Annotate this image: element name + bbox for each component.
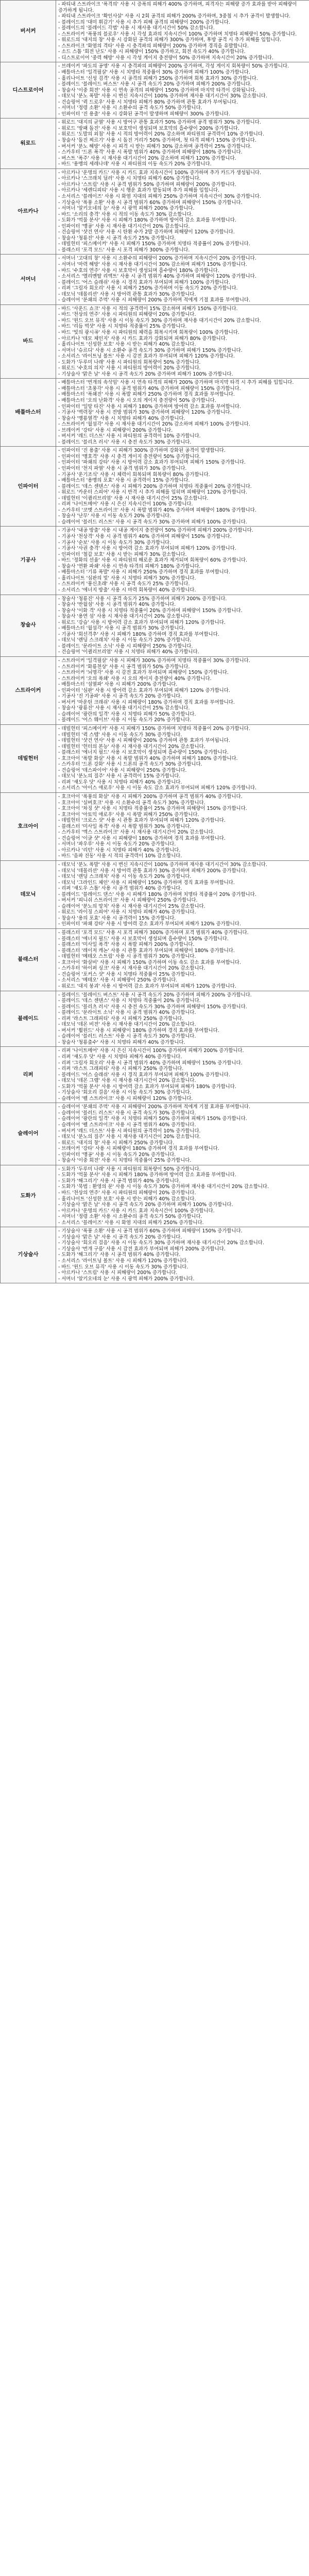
class-description-cell [56,1103,309,1165]
description-line: - 리퍼 '그림자 회오리' 사용 시 피해가 250% 증가하며 이동 속도가 20% 증가합니다. [58,285,238,292]
description-line: - 바드 '수호의 연주' 사용 시 보호막이 생성되며 흡수량이 180% 증가합니다. [58,267,219,274]
description-line: - 소서리스 '라이트닝 볼트' 사용 시 감전 효과가 부여되며 피해가 120% 증가합니다. [58,353,235,360]
description-line: - 파티내 스트라이크 '확인사살' 사용 시 2회 공격의 피해가 200% 증가하며, 3중첩 시 추가 공격이 발생합니다. [58,13,291,20]
description-line: - 슬레이어 '블러드 러스트' 사용 시 공격 속도가 30% 증가하며 피해가 100% 증가합니다. [58,519,247,525]
description-line: - 배틀마스터 '기류 폭발' 사용 시 피해가 250% 증가하며 경직 효과를 부여합니다. [58,569,230,575]
description-line: - 건슬링어 '퀵 드로우' 사용 시 치명타 피해가 80% 증가하며 관통 효과가 부여됩니다. [58,99,238,105]
description-line: - 바드 '빛의 광시곡' 사용 시 파티원의 체력을 회복시키며 회복량이 100% 증가합니다. [58,329,239,335]
description-line: - 아르카나 '세렌디피티' 사용 시 행운 효과가 발동되며 추가 피해를 입힙니다. [58,188,220,194]
table-row [1,991,309,1047]
description-line: - 인파이터 '일망 타진' 사용 시 피해가 180% 증가하며 방어력 감소 효과를 부여합니다. [58,403,241,410]
description-line: - 워로드 '라이징 스피어' 사용 시 치명타 피해가 40% 증가합니다. [58,909,196,916]
description-line: - 스트라이커 '풍신초래' 사용 시 공격 속도가 25% 증가합니다. [58,581,190,587]
description-line: - 데빌헌터 '피스메이커' 사용 시 피해가 150% 증가하며 치명타 적중률이 20% 증가합니다. [58,725,250,732]
description-line: - 워로드 '방패 돌진' 사용 시 보호막이 생성되며 보호막의 흡수량이 200% 증가합니다. [58,125,239,131]
description-line: - 슬레이어 '블러드 러스트' 사용 시 공격 속도가 30% 증가합니다. [58,1033,196,1040]
description-line: - 버서커 '휠윈드' 사용 시 피해량이 180% 증가하며 경직 효과를 부여합니다. [58,1027,219,1033]
class-name-cell: 창술사 [1,595,56,656]
description-line: - 데빌헌터 '메테오 스트림' 사용 시 공격 범위가 30% 증가합니다. [58,954,196,960]
description-line: - 데모닉 '렌딩 스크래치' 사용 시 이동 속도가 20% 증가합니다. [58,874,192,880]
description-line: - 도화가 '두루미 나래' 사용 시 파티원의 회복량이 50% 증가합니다. [58,1166,201,1172]
description-line: - 슬레이어 '분쇄의 주먹' 사용 시 피해량이 200% 증가하며 적에게 기절 효과를 부여합니다. [58,1104,250,1110]
description-line: - 바드 '윈드 오브 뮤직' 사용 시 이동 속도가 30% 증가합니다. [58,1264,188,1270]
class-name-cell: 리퍼 [1,1047,56,1103]
class-name-cell: 인파이터 [1,447,56,527]
description-line: - 슬레이어 '펠 스트라이크' 사용 시 피해량이 120% 증가합니다. [58,1095,193,1101]
description-line: - 창술사 '반월섬' 사용 시 공격 범위가 40% 증가합니다. [58,602,176,608]
class-description-cell [56,656,309,724]
description-line: - 서머너 '알키오네의 눈' 사용 시 광역 피해가 200% 증가합니다. [58,1276,195,1282]
description-line: - 인파이터 '맹공' 사용 시 재사용 대기시간이 20% 감소합니다. [58,223,190,229]
class-description-cell [56,255,309,304]
description-line: - 건슬링어 '샷건 연사' 사용 시 탄환 수가 2발 증가하며 피해량이 120% 증가합니다. [58,229,235,235]
description-line: - 데모닉 '분노의 질주' 사용 시 공격력이 15% 증가합니다. [58,773,181,779]
description-line: - 건슬링어 '이퀼리브리엄' 사용 시 치명타 피해가 40% 증가합니다. [58,649,199,655]
description-line: - 블래스터 '레이저 캐논' 사용 시 관통 효과가 부여되며 피해량이 180% 증가합니다. [58,947,235,954]
description-line: - 서머너 '정령 소환' 사용 시 소환수의 공격 속도가 50% 증가합니다. [58,1214,202,1220]
description-line: - 기상술사 '회오리 걸음' 사용 시 이동 속도가 30% 증가합니다. [58,1090,192,1096]
description-line: - 브레이커 '파도의 공명' 사용 시 충격파의 피해량이 200% 증가하며, 각성 게이지 회복량이 50% 증가합니다. [58,63,289,70]
description-line: - 블래스터 '미사일 폭격' 사용 시 폭발 범위가 30% 증가합니다. [58,823,192,829]
class-name-cell: 서머너 [1,255,56,304]
table-row [1,447,309,527]
table-row [1,62,309,118]
description-line: - 기공사 '순보' 사용 시 이동 속도가 30% 증가합니다. [58,539,171,546]
description-line: - 버서커 '분노 해방' 사용 시 피격 시 받는 피해가 30% 감소하며 공격력이 25% 증가합니다. [58,143,252,149]
description-line: - 호크아이 '폭풍의 화살' 사용 시 피해가 200% 증가하며 공격 범위가 40% 증가합니다. [58,794,243,800]
table-row [1,255,309,304]
description-line: - 기공사 '내공 방출' 사용 시 내공 게이지 충전량이 50% 증가하며 피해가 200% 증가합니다. [58,528,253,534]
class-description-cell [56,527,309,595]
description-line: - 인파이터 '진 용출' 사용 시 피해가 300% 증가하며 강화된 공격이 발생합니다. [58,448,226,454]
description-line: - 창술사 '용연 섬' 사용 시 재사용 대기시간이 20% 감소합니다. [58,614,192,620]
class-name-cell: 기상술사 [1,1227,56,1283]
description-line: - 서머너 '정령 소환' 사용 시 소환수의 공격 속도가 50% 증가합니다. [58,105,202,111]
description-line: - 창술사 '이중 회전' 사용 시 치명타 적중률이 25% 증가합니다. [58,1158,192,1164]
description-line: - 리퍼 '섀도우 닷' 사용 시 치명타 피해가 40% 증가합니다. [58,1054,182,1060]
table-row [1,929,309,991]
description-line: - 인파이터 '심판' 사용 시 방어력 감소 효과가 부여되며 피해가 120% 증가합니다. [58,687,230,693]
description-line: - 서머너 '파우루' 사용 시 이동 속도가 20% 증가합니다. [58,841,176,848]
description-line: - 워로드 '수호의 의지' 사용 시 파티원의 방어력이 20% 증가합니다. [58,365,201,371]
description-line: - 인파이터 '맹공' 사용 시 이동 속도가 20% 증가합니다. [58,1151,176,1158]
description-line: - 블레이드 '문라이트 소닉' 사용 시 피해량이 250% 증가합니다. [58,643,193,649]
description-line: - 아르카나 '운명의 카드' 사용 시 카드 효과 지속시간이 100% 증가하며 추가 카드가 생성됩니다. [58,170,262,176]
description-line: - 리퍼 '섀도우 스톰' 사용 시 공격 범위가 40% 증가합니다. [58,886,182,892]
description-line: - 스트라이커 '오의 폭쇄' 사용 시 오의 게이지 충전량이 40% 증가합니다. [58,675,212,682]
description-line: - 블레이드 '블레이드 버스트' 사용 시 공격 속도가 20% 증가하며 피해가 200% 증가합니다. [58,81,252,88]
description-line: - 버스트 '폭주' 사용 시 재사용 대기시간이 20% 감소하며 피해가 120% 증가합니다. [58,155,236,161]
description-line: - 건슬링어 '이글 샷' 사용 시 피해량이 180% 증가하며 경직 효과를 부여합니다. [58,835,226,841]
description-line: - 소서리스 '라이트닝 볼트' 사용 시 피해가 120% 증가합니다. [58,1258,188,1264]
description-line: - 아르카나 '리턴' 사용 시 치명타 피해가 40% 증가합니다. [58,847,181,853]
description-line: - 아르카나 '운명의 카드' 사용 시 카드 효과 지속시간이 100% 증가합니다. [58,1208,215,1214]
description-line: - 배틀마스터 '섬열파' 사용 시 피해가 200% 증가합니다. [58,682,178,688]
description-line: - 기공사 '운기조식' 사용 시 체력이 회복되며 회복량이 80% 증가합니다. [58,471,210,478]
description-line: - 서머너 '고대의 창' 사용 시 소환수의 피해량이 200% 증가하며 지속시간이 20% 증가합니다. [58,256,256,262]
description-line: - 창술사 '광룡진' 사용 시 재사용 대기시간이 25% 감소합니다. [58,705,190,711]
table-row [1,1227,309,1283]
description-line: - 스카우터 '드론 강화' 사용 시 드론의 공격 속도가 30% 증가합니다. [58,761,202,768]
description-line: - 서머너 '알키오네의 눈' 사용 시 광역 피해가 200% 증가합니다. [58,206,195,212]
description-line: - 블레이드 '블레이드 버스트' 사용 시 공격 속도가 20% 증가하며 피해가 200% 증가합니다. [58,992,252,998]
description-line: - 기공사 '진 기공파' 사용 시 공격 속도가 20% 증가합니다. [58,693,182,700]
description-line: - 버서커 '피니쉬 스트라이크' 사용 시 피해량이 250% 증가합니다. [58,897,198,904]
description-line: - 워로드 '도발의 외침' 사용 시 적의 방어력이 20% 감소하며 파티원의 공격력이 10% 증가합니다. [58,131,264,138]
description-line: - 스트라이커 '폭풍의 블로우' 사용 시 각성 효과의 지속시간이 100% 증가하며 치명타 피해량이 50% 증가합니다. [58,31,297,37]
description-line: - 블레이드 '데스 센텐스' 사용 시 치명타 적중률이 20% 증가합니다. [58,998,201,1004]
description-line: - 바드 '리듬 벅샷' 사용 시 치명타 적중률이 25% 증가합니다. [58,324,187,330]
description-line: - 소서리스 '에너지 방출' 사용 시 마력 회복량이 40% 증가합니다. [58,587,196,593]
description-line: - 소서리스 '메테오' 사용 시 피해량이 250% 증가합니다. [58,977,178,984]
description-line: - 브레이커 '강타' 사용 시 피해량이 180% 증가하며 경직 효과를 부여합니다. [58,1146,219,1152]
description-line: - 바드 '천상의 연주' 사용 시 파티원의 피해량이 20% 증가합니다. [58,1190,196,1196]
description-line: - 도화가 '먹물 분사' 사용 시 피해가 180% 증가하며 방어력 감소 효과를 부여합니다. [58,1172,236,1178]
class-description-cell [56,1165,309,1227]
class-synergy-table [0,0,309,1283]
description-line: - 바드 '음파 진동' 사용 시 적의 공격력이 10% 감소합니다. [58,853,182,859]
description-line: - 버서커 '레드 더스트' 사용 시 파티원의 공격력이 10% 증가합니다. [58,433,201,439]
description-line: - 아르카나 '스크래치 딜러' 사용 시 치명타 피해가 60% 증가합니다. [58,176,201,182]
class-description-cell [56,447,309,527]
description-line: - 소서리스 '아이스 애로우' 사용 시 이동 속도 감소 효과가 부여되며 피해가 120% 증가합니다. [58,785,256,791]
description-line: - 스트라이크 '화염의 격타' 사용 시 충격파의 피해량이 200% 증가하며 경직을 유발합니다. [58,43,249,49]
description-line: - 데빌헌터 '이퀼리브리엄' 사용 시 재사용 대기시간이 25% 감소합니다. [58,495,209,501]
class-description-cell [56,724,309,792]
description-line: - 도화가 '먹물 분사' 사용 시 피해가 180% 증가하며 방어력 감소 효과를 부여합니다. [58,217,236,224]
description-line: - 기상술사 '맑은 날' 사용 시 공격 속도가 20% 증가하며 피해가 100% 증가합니다. [58,1202,233,1208]
description-line: - 건슬링어 '데스파이어' 사용 시 피해량이 250% 증가합니다. [58,767,187,773]
description-line: - 버서커 '레드 더스트' 사용 시 파티원의 공격력이 10% 증가합니다. [58,1128,201,1134]
class-name-cell: 호크아이 [1,793,56,861]
description-line: - 서머너 '마력 해방' 사용 시 재사용 대기시간이 30% 감소하며 피해가 150% 증가합니다. [58,261,247,267]
description-line: - 파티내 스트라이크 '폭격의' 사용 시 증폭의 피해가 400% 증가하며, 피격자는 피해량 증가 효과를 받아 피해량이 증가하게 됩니다. [58,2,297,13]
table-row [1,1165,309,1227]
description-line: - 인파이터 '파쇄 강타' 사용 시 방어력 감소 효과가 부여되며 피해가 120% 증가합니다. [58,921,241,927]
description-line: - 워로드 '대지의 균열' 사용 시 방어구 관통 효과가 50% 증가하며 공격 범위가 30% 증가합니다. [58,120,261,126]
description-line: - 창술사 '청룡진' 사용 시 공격 속도가 25% 증가합니다. [58,235,176,241]
description-line: - 기상술사 '폭풍 소환' 사용 시 공격 범위가 60% 증가하며 피해량이 150% 증가합니다. [58,199,243,206]
description-line: - 창술사 '돌진 찌르기' 사용 시 돌진 거리가 50% 증가하며, 첫 타격 피해가 150% 증가합니다. [58,138,256,144]
description-line: - 기공사 '사권 충격' 사용 시 방어력 감소 효과가 부여되며 피해가 120% 증가합니다. [58,546,236,552]
description-line: - 데빌헌터 '피스메이커' 사용 시 피해가 150% 증가하며 치명타 적중률이 20% 증가합니다. [58,241,250,247]
table-row [1,168,309,255]
description-line: - 데모닉 '분노의 질주' 사용 시 재사용 대기시간이 20% 감소합니다. [58,1134,201,1140]
table-row [1,1103,309,1165]
description-line: - 기상술사 '폭풍 소환' 사용 시 공격 범위가 60% 증가하며 피해량이 150% 증가합니다. [58,1228,243,1234]
description-line: - 블래스터 '미사일 폭격' 사용 시 폭발 피해가 200% 증가합니다. [58,942,195,948]
class-description-cell [56,1047,309,1103]
description-line: - 데모닉 '데몬 그랩' 사용 시 재사용 대기시간이 20% 감소합니다. [58,1078,196,1084]
class-name-cell: 슬레이어 [1,1103,56,1165]
description-line: - 기상술사 '번개 구름' 사용 시 감전 효과가 부여되며 피해가 200% 증가합니다. [58,1246,226,1252]
table-row [1,379,309,447]
description-line: - 데빌헌터 '샷건 연사' 사용 시 피해량이 200% 증가하며 관통 효과가 부여됩니다. [58,738,230,744]
description-line: - 리퍼 '라스트 그래피티' 사용 시 피해가 250% 증가합니다. [58,1015,184,1022]
table-row [1,527,309,595]
class-name-cell: 디스트로이어 [1,62,56,118]
description-line: - 슬레이어 '블러드 러스트' 사용 시 공격 속도가 30% 증가합니다. [58,1110,196,1116]
description-line: - 홀리나이트 '신성한 보호' 사용 시 받는 피해가 40% 감소합니다. [58,342,196,348]
description-line: - 리퍼 '라스트 그래피티' 사용 시 피해가 250% 증가합니다. [58,1066,184,1072]
class-description-cell [56,991,309,1047]
class-description-cell [56,1,309,62]
description-line: - 데빌헌터 '퀵 스텝' 사용 시 이동 속도가 30% 증가합니다. [58,732,182,738]
description-line: - 호크아이 '차징 샷' 사용 시 치명타 적중률이 25% 증가하며 피해량이 150% 증가합니다. [58,806,247,812]
description-line: - 홀리나이트 '신성한 보호' 사용 시 받는 피해가 40% 감소합니다. [58,1196,196,1202]
description-line: - 버서커 '마운틴 크래쉬' 사용 시 피해량이 180% 증가하며 경직 효과를 부여합니다. [58,699,235,705]
class-description-cell [56,168,309,255]
class-name-cell: 데모닉 [1,861,56,929]
description-line: - 호크아이 '실버호크' 사용 시 소환수의 공격 속도가 30% 증가합니다. [58,800,205,806]
table-row [1,861,309,929]
description-line: - 데모닉 '데몬 비전' 사용 시 재사용 대기시간이 20% 감소합니다. [58,1022,196,1028]
class-description-cell [56,793,309,861]
class-description-cell [56,62,309,118]
description-line: - 리퍼 '나이트메어' 사용 시 은신 지속시간이 100% 증가하며 피해가 200% 증가합니다. [58,1048,244,1054]
description-line: - 데빌헌터 '크로스 샷' 사용 시 관통 효과가 부여되며 피해가 120% 증가합니다. [58,818,226,824]
class-name-cell: 데빌헌터 [1,724,56,792]
class-name-cell: 기공사 [1,527,56,595]
table-row [1,724,309,792]
description-line: - 리퍼 '섀도우 닷' 사용 시 치명타 피해가 40% 증가합니다. [58,779,182,785]
description-line: - 도화가 '묵법 : 환영의 문' 사용 시 이동 속도가 30% 증가하며 재사용 대기시간이 20% 감소합니다. [58,1184,269,1190]
class-description-cell [56,929,309,991]
description-line: - 블레이드 '어스 슬래쉬' 사용 시 경직 효과가 부여되며 피해가 100% 증가합니다. [58,1072,230,1078]
description-line: - 기공사 '벽력장' 사용 시 전방 범위가 30% 증가하며 피해량이 120% 증가합니다. [58,410,232,416]
description-line: - 배틀마스터 '폭쇄진' 사용 시 폭발 피해가 250% 증가하며 경직 효과를 부여합니다. [58,392,235,398]
class-name-cell: 워로드 [1,118,56,168]
description-line: - 바드 '사운드 쇼크' 사용 시 적의 공격력이 15% 감소하며 피해가 150% 증가합니다. [58,306,238,312]
description-line: - 배틀마스터 '초풍각' 사용 시 공격 범위가 40% 증가하며 피해량이 150% 증가합니다. [58,385,241,392]
table-row [1,304,309,379]
description-line: - 호크아이 '화살비' 사용 시 피해가 150% 증가하며 이동 속도 감소 효과를 부여합니다. [58,959,241,965]
description-line: - 스트라이커 '화룡천상' 사용 시 공격 범위가 50% 증가합니다. [58,664,190,670]
description-line: - 기상술사 '맑은 날' 사용 시 공격 속도가 20% 증가합니다. [58,1234,182,1240]
class-name-cell: 블레이드 [1,991,56,1047]
description-line: - 아르카나 '데모 체인지' 사용 시 카드 효과가 강화되며 피해가 80% 증가합니다. [58,335,227,342]
description-line: - 도화가 '먹물 분사' 사용 시 방어력 감소 효과가 부여되며 피해가 180% 증가합니다. [58,1083,236,1090]
description-line: - 스카우터 '하이퍼 싱크' 사용 시 재사용 대기시간이 20% 감소합니다. [58,965,205,972]
description-line: - 창술사 '청룡출수' 사용 시 치명타 피해가 40% 증가합니다. [58,1039,185,1045]
description-line: - 스카우터 '코멧 스트라이크' 사용 시 폭발 범위가 40% 증가하며 피해량이 180% 증가합니다. [58,507,256,513]
description-line: - 소서리스 '블레이즈' 사용 시 화염 지대의 피해가 250% 증가합니다. [58,1219,204,1226]
description-line: - 스카우터 '엑스 스트라이크' 사용 시 재사용 대기시간이 20% 감소합니다. [58,829,215,836]
description-line: - 소드 스톰 '회전 난도' 사용 시 피해량이 150% 증가하고, 회전 속도가 40% 증가합니다. [58,49,246,55]
description-line: - 배틀마스터 '용맹의 포효' 사용 시 공격력이 15% 증가합니다. [58,478,190,484]
description-line: - 디스트로이어 '중력 해방' 사용 시 각성 게이지 충전량이 50% 증가하며 지속시간이 20% 증가합니다. [58,55,273,61]
description-line: - 데모닉 '렌딩 스크래치' 사용 시 이동 속도가 20% 증가합니다. [58,637,192,643]
description-line: - 창술사 '용의 포효' 사용 시 공격력이 15% 증가합니다. [58,915,176,921]
table-row [1,793,309,861]
description-line: - 데모닉 '그라인드 체인' 사용 시 피해량이 150% 증가하며 경직 효과를 부여합니다. [58,879,235,886]
description-line: - 블레이드 '블레이드 댄스' 사용 시 피해가 180% 증가하며 치명타 적중률이 20% 증가합니다. [58,891,256,897]
description-line: - 블레이드 '블리츠 러시' 사용 시 충전 속도가 30% 증가합니다. [58,439,192,445]
description-line: - 데모닉 '분노 폭발' 사용 시 변신 지속시간이 100% 증가하며 재사용 대기시간이 30% 감소합니다. [58,862,267,868]
description-line: - 블래스터 '포격 모드' 사용 시 포격 피해가 300% 증가합니다. [58,247,190,253]
description-line: - 창술사 '이화 격' 사용 시 치명타 적중률이 20% 증가하며 피해량이 150% 증가합니다. [58,607,243,614]
description-line: - 인파이터 '진 용출' 사용 시 강화된 공격이 발생하며 피해량이 300% 증가합니다. [58,111,230,117]
description-line: - 서머너 '슈르디' 사용 시 소환수 공격 속도가 30% 증가하며 피해가 150% 증가합니다. [58,347,243,353]
class-description-cell [56,1227,309,1283]
description-line: - 슬레이어 '펠 스트라이크' 사용 시 공격 범위가 40% 증가합니다. [58,1122,196,1128]
description-line: - 스트라이커 '뇌명각' 사용 시 감전 효과가 부여되며 피해량이 150% 증가합니다. [58,670,229,676]
description-line: - 기공사 '천상격' 사용 시 공격 범위가 40% 증가하며 피해량이 150% 증가합니다. [58,534,232,540]
description-line: - 인파이터 '파쇄의 강타' 사용 시 방어력 감소 효과가 부여되며 피해가 150% 증가합니다. [58,460,246,466]
class-name-cell: 배틀마스터 [1,379,56,447]
class-description-cell [56,304,309,379]
description-line: - 블레이드 '문라이트 소닉' 사용 시 공격 범위가 40% 증가합니다. [58,1010,196,1016]
description-line: - 배틀마스터 '오의 난화격' 사용 시 오의 게이지 충전량이 50% 증가합니다. [58,398,216,403]
description-line: - 건슬링어 '포커스 샷' 사용 시 치명타 적중률이 25% 증가합니다. [58,971,196,977]
description-line: - 인파이터 '철갑 보호' 사용 시 받는 피해가 30% 감소합니다. [58,551,187,557]
description-line: - 소서리스 '엘리멘탈 리액트' 사용 시 공격 범위가 40% 증가하며 피해량이 120% 증가합니다. [58,274,256,280]
class-description-cell [56,379,309,447]
description-line: - 워로드 '대지 붕괴' 사용 시 방어력 감소 효과가 부여되며 피해가 120% 증가합니다. [58,983,236,989]
description-line: - 홀리나이트 '심판의 빛' 사용 시 치명타 피해가 30% 증가합니다. [58,575,196,581]
description-line: - 호크아이 '폭발 화살' 사용 시 폭발 범위가 40% 증가하며 피해가 180% 증가합니다. [58,755,238,761]
description-line: - 블레이드의 '대미 휘감기' 사용 시 추가 피해 공격의 피해량이 200% 증가합니다. [58,19,230,25]
description-line: - 창술사 '맹룡열격' 사용 시 치명타 피해가 40% 증가합니다. [58,415,185,421]
description-line: - 블레이드 '블리츠 러시' 사용 시 충전 속도가 30% 증가하며 피해량이 150% 증가합니다. [58,1004,247,1010]
description-line: - 데빌헌터 '헌터의 본능' 사용 시 재사용 대기시간이 20% 감소합니다. [58,743,205,750]
description-line: - 데모닉 '분노 폭발' 사용 시 변신 지속시간이 100% 증가하며 재사용 대기시간이 30% 감소합니다. [58,93,267,99]
description-line: - 바드 '용맹의 세레나데' 사용 시 파티원의 이동 속도가 20% 증가합니다. [58,161,212,167]
description-line: - 슬레이어 '분쇄의 주먹' 사용 시 피해량이 200% 증가하며 적에게 기절 효과를 부여합니다. [58,297,250,303]
table-body [1,1,309,1283]
description-line: - 바드 '정화의 선율' 사용 시 파티원의 해로운 효과가 제거되며 회복량이 60% 증가합니다. [58,557,247,564]
class-name-cell: 바드 [1,304,56,379]
description-line: - 아르카나 '스트림' 사용 시 피해량이 200% 증가합니다. [58,1270,178,1276]
table-row [1,656,309,724]
description-line: - 아르카나 '스트림' 사용 시 공격 범위가 50% 증가하며 피해량이 200% 증가합니다. [58,181,236,188]
description-line: - 창술사 '이중 회전' 사용 시 연속 공격의 피해량이 150% 증가하며 마지막 타격이 강화됩니다. [58,87,256,93]
description-line: - 도화가 '해그리기' 사용 시 공격 범위가 40% 증가합니다. [58,1178,181,1184]
description-line: - 블레이드의 '블레이드 각법' 사용 시 재사용 대기시간이 50% 감소합니다. [58,25,215,31]
table-row [1,118,309,168]
description-line: - 워로드 '대지의 창' 사용 시 피해가 250% 증가합니다. [58,1140,175,1146]
description-line: - 바드 '윈드 오브 뮤직' 사용 시 이동 속도가 30% 증가하며 재사용 대기시간이 20% 감소합니다. [58,317,261,324]
table-row [1,1,309,62]
description-line: - 워로드의 '대지의 창' 사용 시 강화된 공격의 피해가 300% 증가하며, 후방 공격 시 추가 피해를 입힙니다. [58,37,282,43]
class-name-cell: 아르카나 [1,168,56,255]
description-line: - 슬레이어 '분노의 망치' 사용 시 재사용 대기시간이 25% 감소합니다. [58,903,205,909]
description-line: - 배틀마스터 '일격필살' 사용 시 치명타 적중률이 30% 증가하며 피해가 100% 증가합니다. [58,70,250,76]
description-line: - 블래스터 '에너지 필드' 사용 시 보호막이 생성되며 흡수량이 150% 증가합니다. [58,936,229,942]
description-line: - 바드 '소리의 충격' 사용 시 적의 이동 속도가 30% 감소합니다. [58,211,193,217]
description-line: - 기상술사 '맑은 날' 사용 시 공격 속도가 20% 증가하며 피해가 100% 증가합니다. [58,371,233,377]
description-line: - 리퍼 '나이트메어' 사용 시 은신 지속시간이 100% 증가합니다. [58,501,193,507]
description-line: - 도화가 '두루미 나래' 사용 시 파티원의 회복량이 50% 증가합니다. [58,359,201,365]
description-line: - 워로드 '카운터 스피어' 사용 시 반격 시 추가 피해를 입히며 피해량이 120% 증가합니다. [58,489,247,496]
description-line: - 스카우터 '드론 폭격' 사용 시 폭발 범위가 40% 증가하며 피해량이 180% 증가합니다. [58,149,243,156]
description-line: - 슬레이어 '광란의 일격' 사용 시 치명타 피해가 50% 증가하며 피해가 150% 증가합니다. [58,1116,247,1122]
class-description-cell [56,118,309,168]
description-line: - 바드 '천상의 연주' 사용 시 파티원의 피해량이 20% 증가합니다. [58,312,196,318]
description-line: - 데모닉 '데몰리션' 사용 시 방어력 관통 효과가 30% 증가하며 피해가 200% 증가합니다. [58,868,247,874]
description-line: - 도화가 '해그리기' 사용 시 공격 범위가 40% 증가합니다. [58,1252,181,1258]
description-line: - 홀리나이트 '신성 검격' 사용 시 공격의 피해가 250% 증가하며 회복 효과가 30% 증가합니다. [58,75,258,81]
description-line: - 배틀마스터 '월섬각' 사용 시 공격 범위가 30% 증가합니다. [58,625,185,632]
description-line: - 슬레이어 '광란의 일격' 사용 시 치명타 피해가 50% 증가합니다. [58,711,196,717]
description-line: - 기상술사 '회오리 걸음' 사용 시 이동 속도가 30% 증가하며 재사용 대기시간이 20% 감소합니다. [58,1240,264,1246]
description-line: - 브레이커 '강타' 사용 시 피해량이 200% 증가합니다. [58,427,173,433]
description-line: - 인파이터 '맹호격' 사용 시 충격 게이지 충전량이 50% 증가합니다. [58,453,201,460]
description-line: - 스트라이커 '일격필살' 사용 시 피해가 300% 증가하며 치명타 적중률이 30% 증가합니다. [58,657,250,664]
description-line: - 창술사 '난무' 사용 시 이동 속도가 20% 증가합니다. [58,513,171,519]
description-line: - 창술사 '청룡진' 사용 시 공격 속도가 25% 증가하며 피해가 200% 증가합니다. [58,596,227,602]
table-row [1,1047,309,1103]
description-line: - 창술사 '연환 파쇄' 사용 시 연속 타격의 피해가 180% 증가합니다. [58,563,201,569]
class-description-cell [56,861,309,929]
description-line: - 스트라이커 '월섬각' 사용 시 재사용 대기시간이 20% 감소하며 피해가 100% 증가합니다. [58,421,250,428]
description-line: - 블레이드 '어스 슬래쉬' 사용 시 경직 효과가 부여되며 피해가 100% 증가합니다. [58,279,230,285]
table-row [1,595,309,656]
description-line: - 인파이터 '천지 파열' 사용 시 공격 범위가 30% 증가합니다. [58,466,187,472]
class-name-cell: 스트라이커 [1,656,56,724]
description-line: - 블래스터 '에너지 필드' 사용 시 보호막이 생성되며 흡수량이 150% 증가합니다. [58,750,229,756]
description-line: - 소서리스 '블레이즈' 사용 시 화염 지대의 피해가 250% 증가하며 지속시간이 30% 증가합니다. [58,193,261,199]
description-line: - 리퍼 '그림자 회오리' 사용 시 공격 범위가 40% 증가하며 피해량이 150% 증가합니다. [58,1060,243,1066]
class-name-cell: 블래스터 [1,929,56,991]
description-line: - 기공사 '회선격추' 사용 시 피해가 180% 증가하며 경직 효과를 부여합니다. [58,631,219,637]
description-line: - 블래스터 '포격 모드' 사용 시 포격 피해가 300% 증가하며 포격 범위가 40% 증가합니다. [58,930,249,936]
description-line: - 워로드 '강습' 사용 시 방어력 감소 효과가 부여되며 피해가 120% 증가합니다. [58,619,226,625]
description-line: - 블레이드 '데스 센텐스' 사용 시 피해가 200% 증가하며 치명타 적중률이 20% 증가합니다. [58,483,252,489]
class-name-cell: 도화가 [1,1165,56,1227]
class-description-cell [56,595,309,656]
class-name-cell: 버서커 [1,1,56,62]
description-line: - 블레이드 '어스 웨이브' 사용 시 이동 속도가 20% 증가합니다. [58,717,192,723]
description-line: - 배틀마스터 '번개의 속삭임' 사용 시 연속 타격의 피해가 200% 증가하며 마지막 타격 시 추가 피해를 입힙니다. [58,380,294,386]
description-line: - 호크아이 '아토믹 애로우' 사용 시 폭발 피해가 250% 증가합니다. [58,811,199,818]
description-line: - 데모닉 '데몰리션' 사용 시 방어력 관통 효과가 30% 증가합니다. [58,291,196,297]
